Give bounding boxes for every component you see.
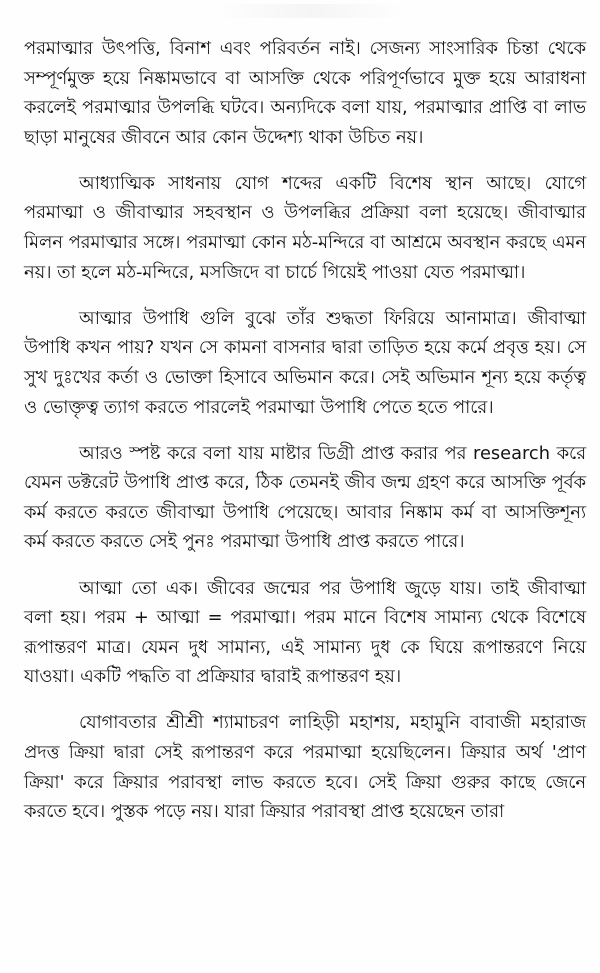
paragraph-2: আধ্যাত্মিক সাধনায় যোগ শব্দের একটি বিশেষ স্থান আছে। যোগে পরমাত্মা ও জীবাত্মার সহবস্থান ও উপলব্ধির প্রক্রিয়া বলা হয়েছে। জীবাত্মার মিলন পরমাত্মার সঙ্গে। পরমাত্মা কোন মঠ-মন্দিরে বা আশ্রমে অবস্থান করছে এমন নয়। তা হলে মঠ-মন্দিরে, মসজিদে বা চার্চে গিয়েই পাওয়া যেত পরমাত্মা।: [24, 172, 586, 283]
paragraph-5: আত্মা তো এক। জীবের জন্মের পর উপাধি জুড়ে যায়। তাই জীবাত্মা বলা হয়। পরম + আত্মা = পরমাত্মা। পরম মানে বিশেষ সামান্য থেকে বিশেষে রূপান্তরণ মাত্র। যেমন দুধ সামান্য, এই সামান্য দুধ কে ঘিয়ে রূপান্তরণে নিয়ে যাওয়া। একটি পদ্ধতি বা প্রক্রিয়ার দ্বারাই রূপান্তরণ হয়।: [24, 577, 586, 688]
bleed-through-header: [215, 4, 405, 18]
paragraph-6: যোগাবতার শ্রীশ্রী শ্যামাচরণ লাহিড়ী মহাশয়, মহামুনি বাবাজী মহারাজ প্রদত্ত ক্রিয়া দ্বারা সেই রূপান্তরণ করে পরমাত্মা হয়েছিলেন। ক্রিয়ার অর্থ 'প্রাণ ক্রিয়া' করে ক্রিয়ার পরাবস্থা লাভ করতে হবে। সেই ক্রিয়া গুরুর কাছে জেনে করতে হবে। পুস্তক পড়ে নয়। যারা ক্রিয়ার পরাবস্থা প্রাপ্ত হয়েছেন তারা: [24, 712, 586, 823]
paragraph-4: আরও স্পষ্ট করে বলা যায় মাষ্টার ডিগ্রী প্রাপ্ত করার পর research করে যেমন ডক্টরেট উপাধি প্রাপ্ত করে, ঠিক তেমনই জীব জন্ম গ্রহণ করে আসক্তি পূর্বক কর্ম করতে করতে জীবাত্মা উপাধি পেয়েছে। আবার নিষ্কাম কর্ম বা আসক্তিশূন্য কর্ম করতে করতে সেই পুনঃ পরমাত্মা উপাধি প্রাপ্ত করতে পারে।: [24, 442, 586, 553]
paragraph-1: পরমাত্মার উৎপত্তি, বিনাশ এবং পরিবর্তন নাই। সেজন্য সাংসারিক চিন্তা থেকে সম্পূর্ণমুক্ত হয়ে নিষ্কামভাবে বা আসক্তি থেকে পরিপূর্ণভাবে মুক্ত হয়ে আরাধনা করলেই পরমাত্মার উপলব্ধি ঘটবে। অন্যদিকে বলা যায়, পরমাত্মার প্রাপ্তি বা লাভ ছাড়া মানুষের জীবনে আর কোন উদ্দেশ্য থাকা উচিত নয়।: [24, 38, 586, 148]
body-text: [24, 34, 586, 843]
paragraph-3: আত্মার উপাধি গুলি বুঝে তাঁর শুদ্ধতা ফিরিয়ে আনামাত্র। জীবাত্মা উপাধি কখন পায়? যখন সে কামনা বাসনার দ্বারা তাড়িত হয়ে কর্মে প্রবৃত্ত হয়। সে সুখ দুঃখের কর্তা ও ভোক্তা হিসাবে অভিমান করে। সেই অভিমান শূন্য হয়ে কর্তৃত্ব ও ভোক্তৃত্ব ত্যাগ করতে পারলেই পরমাত্মা উপাধি পেতে হতে পারে।: [24, 307, 586, 418]
